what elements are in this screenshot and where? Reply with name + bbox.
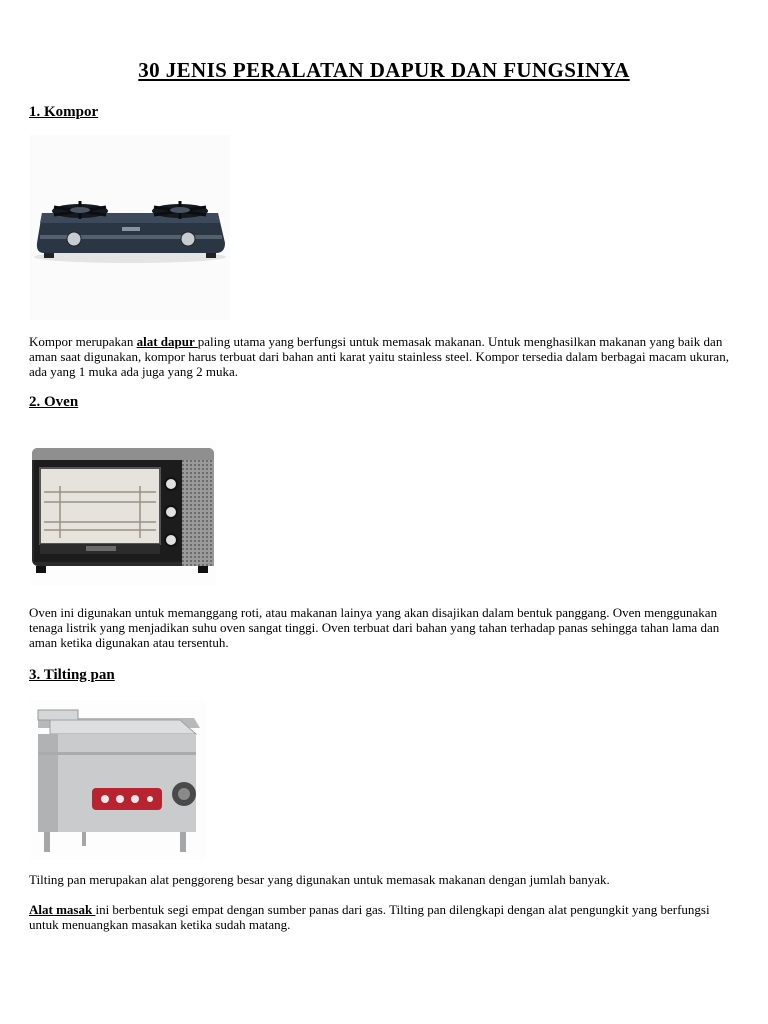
- document-title: 30 JENIS PERALATAN DAPUR DAN FUNGSINYA: [138, 58, 630, 82]
- tilting-pan-image: [30, 700, 206, 860]
- section-heading-kompor: 1. Kompor: [29, 104, 99, 120]
- paragraph-tilting-pan-1: Tilting pan merupakan alat penggoreng besar yang digunakan untuk memasak makanan dengan jumlah banyak.: [29, 872, 610, 887]
- gas-stove-image: [30, 135, 230, 320]
- link-alat-masak[interactable]: Alat masak: [29, 902, 96, 917]
- link-alat-dapur[interactable]: alat dapur: [136, 334, 198, 349]
- section-heading-oven: 2. Oven: [29, 394, 79, 410]
- section-heading-tilting-pan: 3. Tilting pan: [29, 667, 115, 683]
- paragraph-tilting-pan-2: Alat masak ini berbentuk segi empat dengan sumber panas dari gas. Tilting pan dilengkapi dengan alat pengungkit yang berfungsi untuk menuangkan masakan ketika sudah matang.: [29, 902, 710, 932]
- oven-image: [30, 440, 216, 586]
- paragraph-kompor: Kompor merupakan alat dapur paling utama yang berfungsi untuk memasak makanan. Untuk menghasilkan makanan yang baik dan aman saat digunakan, kompor harus terbuat dari bahan anti karat yaitu stainless steel. Kompor tersedia dalam berbagai macam ukuran, ada yang 1 muka ada juga yang 2 muka.: [29, 334, 729, 379]
- paragraph-oven: Oven ini digunakan untuk memanggang roti, atau makanan lainya yang akan disajikan dalam bentuk panggang. Oven menggunakan tenaga listrik yang menjadikan suhu oven sangat tinggi. Oven terbuat dari bahan yang tahan terhadap panas sehingga tahan lama dan aman ketika digunakan atau tersentuh.: [29, 605, 720, 650]
